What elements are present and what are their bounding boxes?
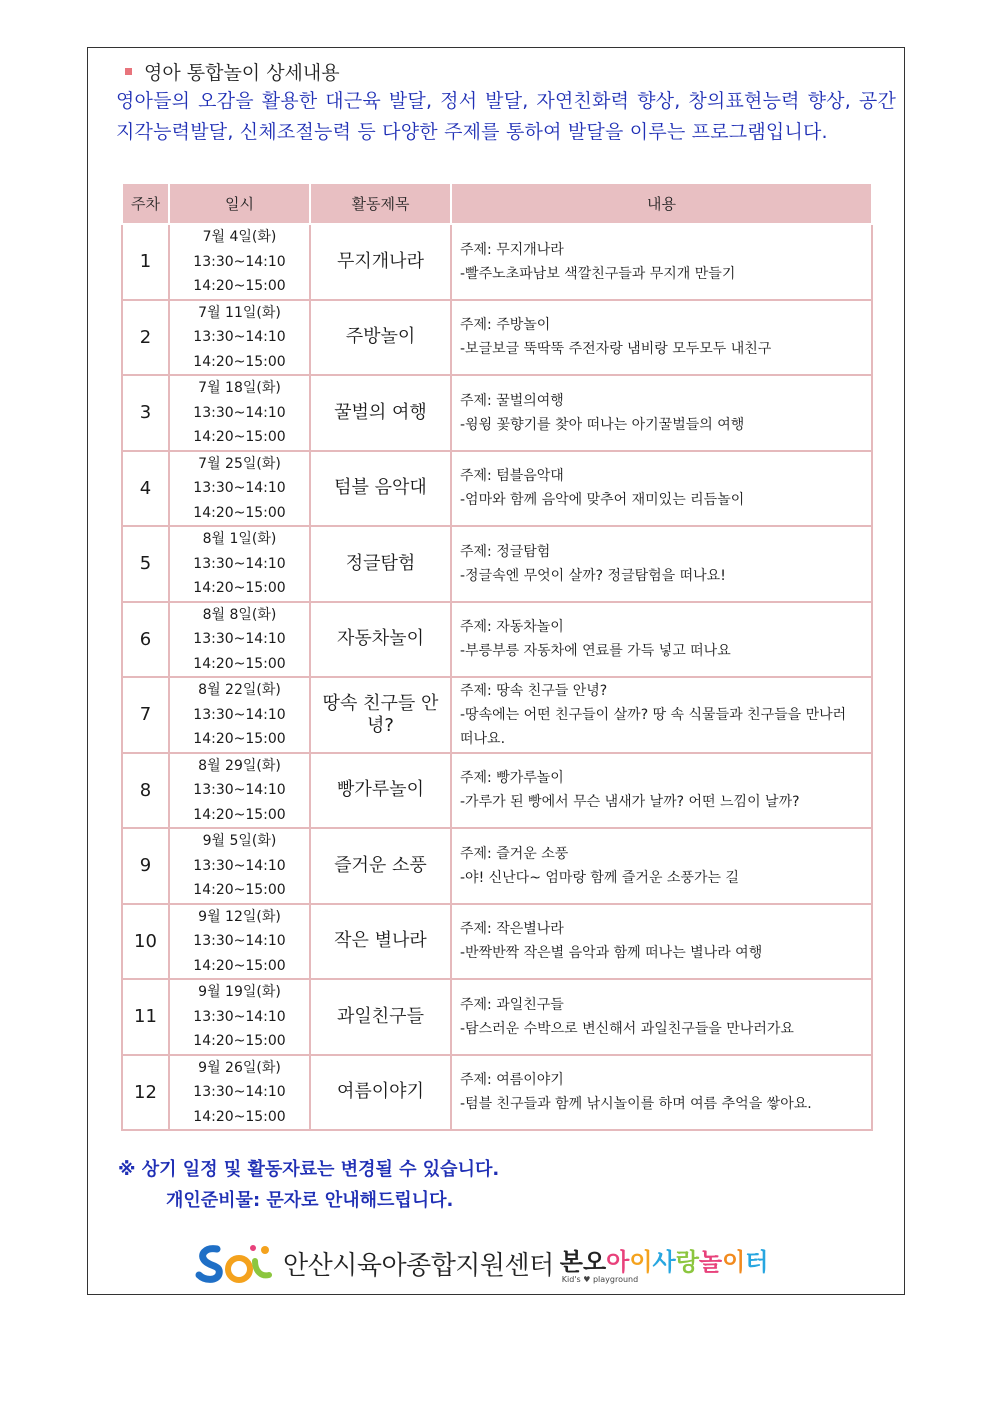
date-text: 8월 22일(화) (198, 682, 281, 698)
table-row (122, 753, 872, 829)
content-cell (451, 828, 872, 904)
time-second: 14:20~15:00 (193, 580, 286, 596)
brand-char: 사 (652, 1248, 676, 1276)
notice-line-1: ※ 상기 일정 및 활동자료는 변경될 수 있습니다. (118, 1159, 500, 1180)
center-name: 안산시육아종합지원센터 (283, 1250, 554, 1281)
date-text: 7월 18일(화) (198, 380, 281, 396)
table-row (122, 602, 872, 678)
date-text: 9월 19일(화) (198, 984, 281, 1000)
brand-logo (560, 1242, 769, 1284)
time-first: 13:30~14:10 (193, 555, 286, 572)
date-cell (169, 904, 310, 980)
activity-title-cell: 무지개나라 (310, 224, 451, 300)
topic-text: 주제: 텀블음악대 (460, 468, 564, 485)
time-second: 14:20~15:00 (193, 882, 286, 898)
time-first: 13:30~14:10 (193, 706, 286, 723)
table-row (122, 526, 872, 602)
date-cell (169, 1055, 310, 1131)
activity-title-cell: 꿀벌의 여행 (310, 375, 451, 451)
time-second: 14:20~15:00 (193, 429, 286, 445)
brand-char: 아 (606, 1248, 630, 1276)
topic-text: 주제: 꿀벌의여행 (460, 392, 564, 409)
description-text: -땅속에는 어떤 친구들이 살까? 땅 속 식물들과 친구들을 만나러 떠나요. (460, 706, 847, 747)
date-cell (169, 677, 310, 753)
section-title (125, 58, 340, 85)
table-row (122, 677, 872, 753)
date-text: 8월 1일(화) (202, 531, 277, 547)
time-first: 13:30~14:10 (193, 253, 286, 270)
time-second: 14:20~15:00 (193, 731, 286, 747)
description-text: -가루가 된 빵에서 무슨 냄새가 날까? 어떤 느낌이 날까? (460, 794, 800, 811)
content-cell (451, 1055, 872, 1131)
bullet-icon (125, 68, 132, 75)
week-cell: 4 (122, 451, 169, 527)
date-cell (169, 375, 310, 451)
brand-char: 터 (745, 1248, 769, 1276)
activity-title-cell: 텀블 음악대 (310, 451, 451, 527)
content-cell (451, 602, 872, 678)
date-text: 9월 26일(화) (198, 1059, 281, 1076)
time-second: 14:20~15:00 (193, 806, 286, 823)
content-cell (451, 904, 872, 980)
time-first: 13:30~14:10 (193, 404, 286, 421)
week-cell: 3 (122, 375, 169, 451)
week-cell: 6 (122, 602, 169, 678)
description-text: -탐스러운 수박으로 변신해서 과일친구들을 만나러가요 (460, 1020, 794, 1037)
header-date: 일시 (169, 183, 310, 224)
header-title: 활동제목 (310, 183, 451, 224)
week-cell: 1 (122, 224, 169, 300)
brand-char: 랑 (675, 1248, 699, 1276)
time-second: 14:20~15:00 (193, 1033, 286, 1049)
center-logo-icon (195, 1241, 273, 1285)
time-second: 14:20~15:00 (193, 655, 286, 672)
section-title-text: 영아 통합놀이 상세내용 (144, 62, 340, 84)
date-text: 7월 4일(화) (202, 229, 277, 245)
content-cell (451, 224, 872, 300)
table-row (122, 828, 872, 904)
topic-text: 주제: 무지개나라 (460, 241, 564, 258)
week-cell: 11 (122, 979, 169, 1055)
brand-subtitle: Kid's ♥ playground (561, 1275, 639, 1284)
intro-paragraph: 영아들의 오감을 활용한 대근육 발달, 정서 발달, 자연친화력 향상, 창의표현능력 향상, 공간지각능력발달, 신체조절능력 등 다양한 주제를 통하여 발달을 이루는 프로그램입니다. (116, 90, 896, 143)
activity-title-cell: 주방놀이 (310, 300, 451, 376)
content-cell (451, 375, 872, 451)
time-second: 14:20~15:00 (193, 1108, 286, 1125)
table-row (122, 300, 872, 376)
description-text: -텀블 친구들과 함께 낚시놀이를 하며 여름 추억을 쌓아요. (460, 1096, 812, 1113)
description-text: -보글보글 뚝딱뚝 주전자랑 냄비랑 모두모두 내친구 (460, 341, 772, 358)
date-cell (169, 224, 310, 300)
week-cell: 10 (122, 904, 169, 980)
activity-title-cell: 땅속 친구들 안녕? (310, 677, 451, 753)
description-text: -부릉부릉 자동차에 연료를 가득 넣고 떠나요 (460, 643, 731, 660)
time-first: 13:30~14:10 (193, 1084, 286, 1100)
time-second: 14:20~15:00 (193, 353, 286, 370)
brand-char: 놀 (698, 1248, 723, 1276)
header-content: 내용 (451, 183, 872, 224)
time-first: 13:30~14:10 (193, 857, 286, 874)
topic-text: 주제: 자동차놀이 (460, 619, 564, 636)
table-row (122, 979, 872, 1055)
time-first: 13:30~14:10 (193, 782, 286, 798)
content-cell (451, 677, 872, 753)
topic-text: 주제: 과일친구들 (460, 996, 564, 1013)
week-cell: 12 (122, 1055, 169, 1131)
week-cell: 7 (122, 677, 169, 753)
notice-line-2: 개인준비물: 문자로 안내해드립니다. (166, 1190, 454, 1211)
week-cell: 2 (122, 300, 169, 376)
activity-title-cell: 과일친구들 (310, 979, 451, 1055)
description-text: -엄마와 함께 음악에 맞추어 재미있는 리듬놀이 (460, 492, 745, 509)
header-week: 주차 (122, 183, 169, 224)
content-cell (451, 979, 872, 1055)
time-first: 13:30~14:10 (193, 329, 286, 345)
time-second: 14:20~15:00 (193, 278, 286, 294)
topic-text: 주제: 즐거운 소풍 (460, 845, 569, 862)
brand-char: 이 (629, 1248, 653, 1276)
date-text: 7월 25일(화) (198, 455, 281, 472)
content-cell (451, 300, 872, 376)
date-text: 9월 12일(화) (198, 908, 281, 925)
time-second: 14:20~15:00 (193, 504, 286, 521)
brand-part-1: 본오 (559, 1248, 607, 1276)
description-text: -야! 신난다~ 엄마랑 함께 즐거운 소풍가는 길 (460, 869, 740, 886)
date-text: 7월 11일(화) (198, 304, 281, 321)
content-cell (451, 451, 872, 527)
week-cell: 9 (122, 828, 169, 904)
notice (118, 1154, 499, 1216)
date-cell (169, 602, 310, 678)
table-row (122, 375, 872, 451)
topic-text: 주제: 여름이야기 (460, 1072, 564, 1089)
time-first: 13:30~14:10 (193, 1008, 286, 1025)
activity-title-cell: 빵가루놀이 (310, 753, 451, 829)
date-cell (169, 979, 310, 1055)
content-cell (451, 753, 872, 829)
date-text: 9월 5일(화) (202, 833, 277, 849)
date-cell (169, 300, 310, 376)
date-cell (169, 753, 310, 829)
schedule-table (121, 182, 873, 1131)
time-first: 13:30~14:10 (193, 480, 286, 496)
topic-text: 주제: 빵가루놀이 (460, 770, 564, 787)
activity-title-cell: 작은 별나라 (310, 904, 451, 980)
footer-logo (195, 1240, 768, 1286)
date-text: 8월 8일(화) (202, 606, 277, 623)
time-first: 13:30~14:10 (193, 933, 286, 949)
topic-text: 주제: 주방놀이 (460, 317, 551, 334)
activity-title-cell: 정글탐험 (310, 526, 451, 602)
table-row (122, 224, 872, 300)
activity-title-cell: 여름이야기 (310, 1055, 451, 1131)
activity-title-cell: 즐거운 소풍 (310, 828, 451, 904)
date-cell (169, 828, 310, 904)
topic-text: 주제: 작은별나라 (460, 921, 564, 938)
description-text: -빨주노초파남보 색깔친구들과 무지개 만들기 (460, 265, 736, 282)
time-first: 13:30~14:10 (193, 631, 286, 647)
table-row (122, 451, 872, 527)
brand-char: 이 (722, 1248, 746, 1276)
table-header-row (122, 183, 872, 224)
content-cell (451, 526, 872, 602)
time-second: 14:20~15:00 (193, 957, 286, 974)
description-text: -반짝반짝 작은별 음악과 함께 떠나는 별나라 여행 (460, 945, 763, 962)
table-row (122, 1055, 872, 1131)
activity-title-cell: 자동차놀이 (310, 602, 451, 678)
topic-text: 주제: 땅속 친구들 안녕? (460, 682, 608, 699)
date-cell (169, 526, 310, 602)
week-cell: 5 (122, 526, 169, 602)
description-text: -윙윙 꽃향기를 찾아 떠나는 아기꿀벌들의 여행 (460, 416, 745, 433)
topic-text: 주제: 정글탐험 (460, 543, 551, 560)
description-text: -정글속엔 무엇이 살까? 정글탐험을 떠나요! (460, 567, 726, 584)
week-cell: 8 (122, 753, 169, 829)
table-row (122, 904, 872, 980)
date-cell (169, 451, 310, 527)
date-text: 8월 29일(화) (198, 757, 281, 774)
